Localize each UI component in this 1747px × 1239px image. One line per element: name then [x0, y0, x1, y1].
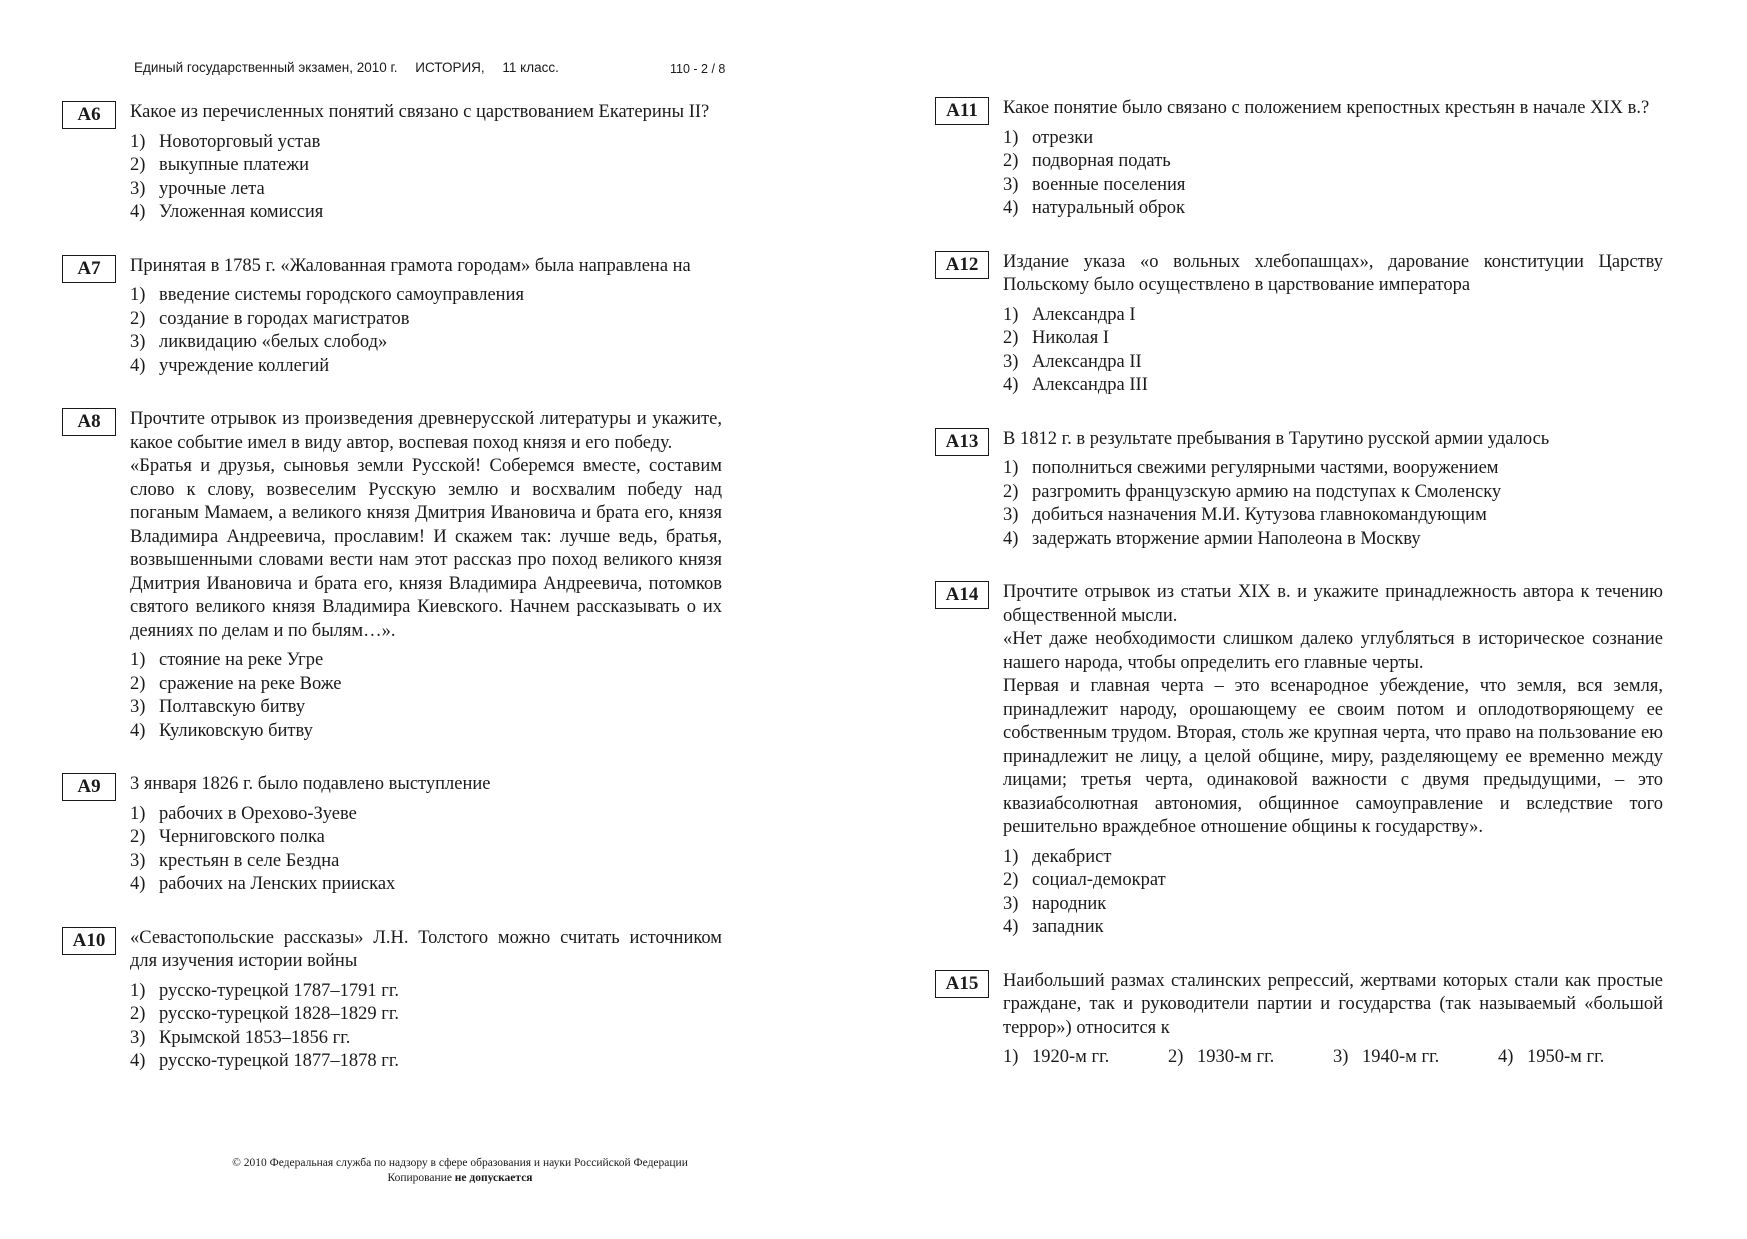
question-stem: Какое понятие было связано с положением крепостных крестьян в начале XIX в.? [1003, 98, 1650, 118]
answer-option[interactable]: 3) Полтавскую битву [130, 697, 306, 717]
question-stem: Издание указа «о вольных хлебопашцах», дарование конституции Царству Польскому было осуществлено в царствование императора [1003, 251, 1663, 295]
option-text: 1950-м гг. [1527, 1047, 1605, 1067]
answer-option[interactable]: 2) выкупные платежи [130, 155, 310, 175]
answer-option[interactable]: 4) Александра III [1003, 375, 1148, 395]
subject-label: ИСТОРИЯ, [415, 60, 485, 75]
option-text: Куликовскую битву [159, 720, 313, 741]
answer-option[interactable]: 2) русско-турецкой 1828–1829 гг. [130, 1004, 400, 1024]
task-id-badge: A8 [62, 408, 116, 436]
answer-option[interactable]: 3) народник [1003, 893, 1107, 914]
answer-option[interactable]: 1) рабочих в Орехово-Зуеве [130, 803, 357, 824]
task-id-badge: A7 [62, 255, 116, 283]
answer-option[interactable]: 4) учреждение коллегий [130, 355, 330, 376]
option-text: Александра II [1032, 351, 1142, 372]
question-stem: 3 января 1826 г. было подавлено выступление [130, 774, 491, 794]
answer-option[interactable]: 2) Николая I [1003, 328, 1110, 348]
option-text: разгромить французскую армию на подступах к Смоленску [1032, 481, 1502, 502]
option-text: 1930-м гг. [1197, 1047, 1275, 1067]
option-text: западник [1032, 917, 1104, 937]
option-text: создание в городах магистратов [159, 308, 410, 329]
option-text: 1920-м гг. [1032, 1047, 1110, 1067]
answer-option[interactable]: 2) социал-демократ [1003, 870, 1166, 890]
option-text: урочные лета [159, 178, 265, 199]
option-text: Новоторговый устав [159, 131, 321, 152]
answer-option[interactable]: 1) стояние на реке Угре [130, 650, 324, 670]
option-text: введение системы городского самоуправления [159, 285, 524, 305]
answer-option[interactable]: 1) 1920-м гг. [1003, 1047, 1110, 1067]
answer-option[interactable]: 2) Черниговского полка [130, 827, 325, 847]
answer-options [1003, 304, 1663, 398]
question-stem: В 1812 г. в результате пребывания в Тарутино русской армии удалось [1003, 428, 1550, 449]
grade-label: 11 класс. [502, 60, 559, 75]
option-text: Полтавскую битву [159, 697, 306, 717]
answer-option[interactable]: 3) Александра II [1003, 351, 1142, 372]
option-text: учреждение коллегий [159, 355, 330, 376]
option-text: сражение на реке Воже [159, 673, 342, 694]
task-a6 [62, 101, 722, 225]
option-text: ликвидацию «белых слобод» [159, 332, 388, 352]
task-id-badge: A12 [935, 251, 989, 279]
option-text: натуральный оброк [1032, 198, 1186, 218]
page-code: 110 - 2 / 8 [670, 62, 726, 76]
task-a15 [935, 970, 1663, 1069]
option-text: добиться назначения М.И. Кутузова главнокомандующим [1032, 505, 1487, 525]
option-text: пополниться свежими регулярными частями, вооружением [1032, 458, 1499, 478]
answer-options [130, 284, 722, 378]
answer-option[interactable]: 3) Крымской 1853–1856 гг. [130, 1027, 351, 1048]
task-id-badge: A9 [62, 773, 116, 801]
option-text: подворная подать [1032, 151, 1171, 171]
answer-option[interactable]: 3) военные поселения [1003, 174, 1186, 195]
task-id-badge: A6 [62, 101, 116, 129]
answer-option[interactable]: 4) рабочих на Ленских приисках [130, 874, 396, 894]
task-a10 [62, 927, 722, 1074]
option-text: крестьян в селе Бездна [159, 850, 340, 871]
option-text: Уложенная комиссия [159, 202, 324, 222]
answer-option[interactable]: 1) пополниться свежими регулярными частями, вооружением [1003, 458, 1499, 478]
answer-options [130, 803, 722, 897]
task-id-badge: A14 [935, 581, 989, 609]
answer-option[interactable]: 3) ликвидацию «белых слобод» [130, 332, 388, 352]
option-text: стояние на реке Угре [159, 650, 324, 670]
answer-option[interactable]: 4) западник [1003, 917, 1104, 937]
page-header [134, 60, 726, 76]
question-stem: Наибольший размах сталинских репрессий, жертвами которых стали как простые граждане, так и руководители партии и государства (так называемый «большой террор») относится к [1003, 970, 1663, 1038]
option-text: рабочих в Орехово-Зуеве [159, 803, 357, 824]
answer-option[interactable]: 3) крестьян в селе Бездна [130, 850, 340, 871]
answer-option[interactable]: 2) 1930-м гг. [1168, 1047, 1275, 1067]
task-id-badge: A11 [935, 97, 989, 125]
option-text: 1940-м гг. [1362, 1047, 1440, 1067]
question-stem: Прочтите отрывок из статьи XIX в. и укажите принадлежность автора к течению общественной мысли. [1003, 582, 1663, 626]
answer-options [1003, 1047, 1663, 1068]
page-footer [180, 1156, 740, 1186]
option-text: социал-демократ [1032, 870, 1166, 890]
answer-options [130, 649, 722, 743]
option-text: выкупные платежи [159, 155, 310, 175]
answer-option[interactable]: 2) разгромить французскую армию на подступах к Смоленску [1003, 481, 1502, 502]
answer-option[interactable]: 1) Александра I [1003, 304, 1136, 325]
answer-option[interactable]: 3) урочные лета [130, 178, 265, 199]
option-text: Александра I [1032, 304, 1136, 325]
answer-options [1003, 127, 1663, 221]
task-id-badge: A13 [935, 428, 989, 456]
option-text: Черниговского полка [159, 827, 325, 847]
exam-title: Единый государственный экзамен, 2010 г. [134, 60, 398, 75]
answer-option[interactable]: 2) сражение на реке Воже [130, 673, 342, 694]
task-a14 [935, 581, 1663, 940]
task-id-badge: A15 [935, 970, 989, 998]
option-text: русско-турецкой 1828–1829 гг. [159, 1004, 400, 1024]
question-stem: Какое из перечисленных понятий связано с царствованием Екатерины II? [130, 102, 710, 122]
task-a8 [62, 408, 722, 743]
task-a11 [935, 97, 1663, 221]
answer-option[interactable]: 1) русско-турецкой 1787–1791 гг. [130, 980, 400, 1001]
answer-option[interactable]: 4) задержать вторжение армии Наполеона в Москву [1003, 528, 1421, 549]
copyright-notice: © 2010 Федеральная служба по надзору в сфере образования и науки Российской Федерации [232, 1157, 688, 1169]
answer-option[interactable]: 1) отрезки [1003, 127, 1094, 148]
task-id-badge: A10 [62, 927, 116, 955]
answer-option[interactable]: 1) Новоторговый устав [130, 131, 321, 152]
answer-options [130, 131, 722, 225]
answer-options [1003, 846, 1663, 940]
answer-option[interactable]: 2) подворная подать [1003, 151, 1171, 171]
answer-option[interactable]: 4) русско-турецкой 1877–1878 гг. [130, 1051, 400, 1071]
option-text: народник [1032, 893, 1107, 914]
option-text: рабочих на Ленских приисках [159, 874, 396, 894]
task-a7 [62, 255, 722, 379]
copy-restriction-prefix: Копирование [387, 1172, 455, 1184]
left-column [62, 101, 722, 1104]
question-stem: Прочтите отрывок из произведения древнерусской литературы и укажите, какое событие имел в виду автор, воспевая поход князя и его победу. [130, 409, 722, 453]
task-a13 [935, 428, 1663, 552]
source-excerpt: «Нет даже необходимости слишком далеко углубляться в историческое сознание нашего народа, чтобы определить его главные черты. [1003, 629, 1663, 673]
answer-option[interactable]: 2) создание в городах магистратов [130, 308, 410, 329]
option-text: декабрист [1032, 846, 1112, 867]
copy-restriction-emphasis: не допускается [454, 1172, 533, 1184]
option-text: Николая I [1032, 328, 1110, 348]
option-text: Александра III [1032, 375, 1148, 395]
answer-option[interactable]: 3) 1940-м гг. [1333, 1047, 1440, 1067]
copy-restriction [180, 1171, 740, 1186]
source-excerpt-continued: Первая и главная черта – это всенародное убеждение, что земля, вся земля, принадлежит народу, орошающему ее своим потом и оплодотворяющему ее собственным трудом. Вторая, столь же крупная черта, что право на пользование ею принадлежит не лицу, а целой общине, миру, разделяющему ее временно между лицами; третья черта, одинаковой важности с двумя предыдущими, – это квазиабсолютная автономия, общинное самоуправление и вследствие того решительно враждебное отношение общины к государству». [1003, 676, 1663, 837]
source-excerpt: «Братья и друзья, сыновья земли Русской! Соберемся вместе, составим слово к слову, возвеселим Русскую землю и восхвалим победу над поганым Мамаем, а великого князя Дмитрия Ивановича и брата его, князя Владимира Андреевича, прославим! И скажем так: лучше ведь, братья, возвышенными словами вести нам этот рассказ про поход великого князя Дмитрия Ивановича и брата его, князя Владимира Андреевича, потомков святого великого князя Владимира Киевского. Начнем рассказывать о их деяниях по делам и по былям…». [130, 456, 722, 641]
option-text: Крымской 1853–1856 гг. [159, 1027, 351, 1048]
answer-option[interactable]: 4) 1950-м гг. [1498, 1047, 1605, 1067]
task-a12 [935, 251, 1663, 398]
question-stem: «Севастопольские рассказы» Л.Н. Толстого можно считать источником для изучения истории войны [130, 927, 722, 971]
answer-option[interactable]: 4) Куликовскую битву [130, 720, 313, 741]
answer-option[interactable]: 4) натуральный оброк [1003, 198, 1186, 218]
option-text: русско-турецкой 1877–1878 гг. [159, 1051, 400, 1071]
answer-option[interactable]: 1) введение системы городского самоуправления [130, 285, 524, 305]
option-text: военные поселения [1032, 174, 1186, 195]
answer-options [130, 980, 722, 1074]
answer-options [1003, 457, 1663, 551]
answer-option[interactable]: 4) Уложенная комиссия [130, 202, 324, 222]
right-column [935, 97, 1663, 1098]
answer-option[interactable]: 3) добиться назначения М.И. Кутузова главнокомандующим [1003, 505, 1487, 525]
option-text: русско-турецкой 1787–1791 гг. [159, 980, 400, 1001]
option-text: задержать вторжение армии Наполеона в Москву [1032, 528, 1421, 549]
task-a9 [62, 773, 722, 897]
option-text: отрезки [1032, 127, 1094, 148]
question-stem: Принятая в 1785 г. «Жалованная грамота городам» была направлена на [130, 255, 691, 276]
answer-option[interactable]: 1) декабрист [1003, 846, 1112, 867]
